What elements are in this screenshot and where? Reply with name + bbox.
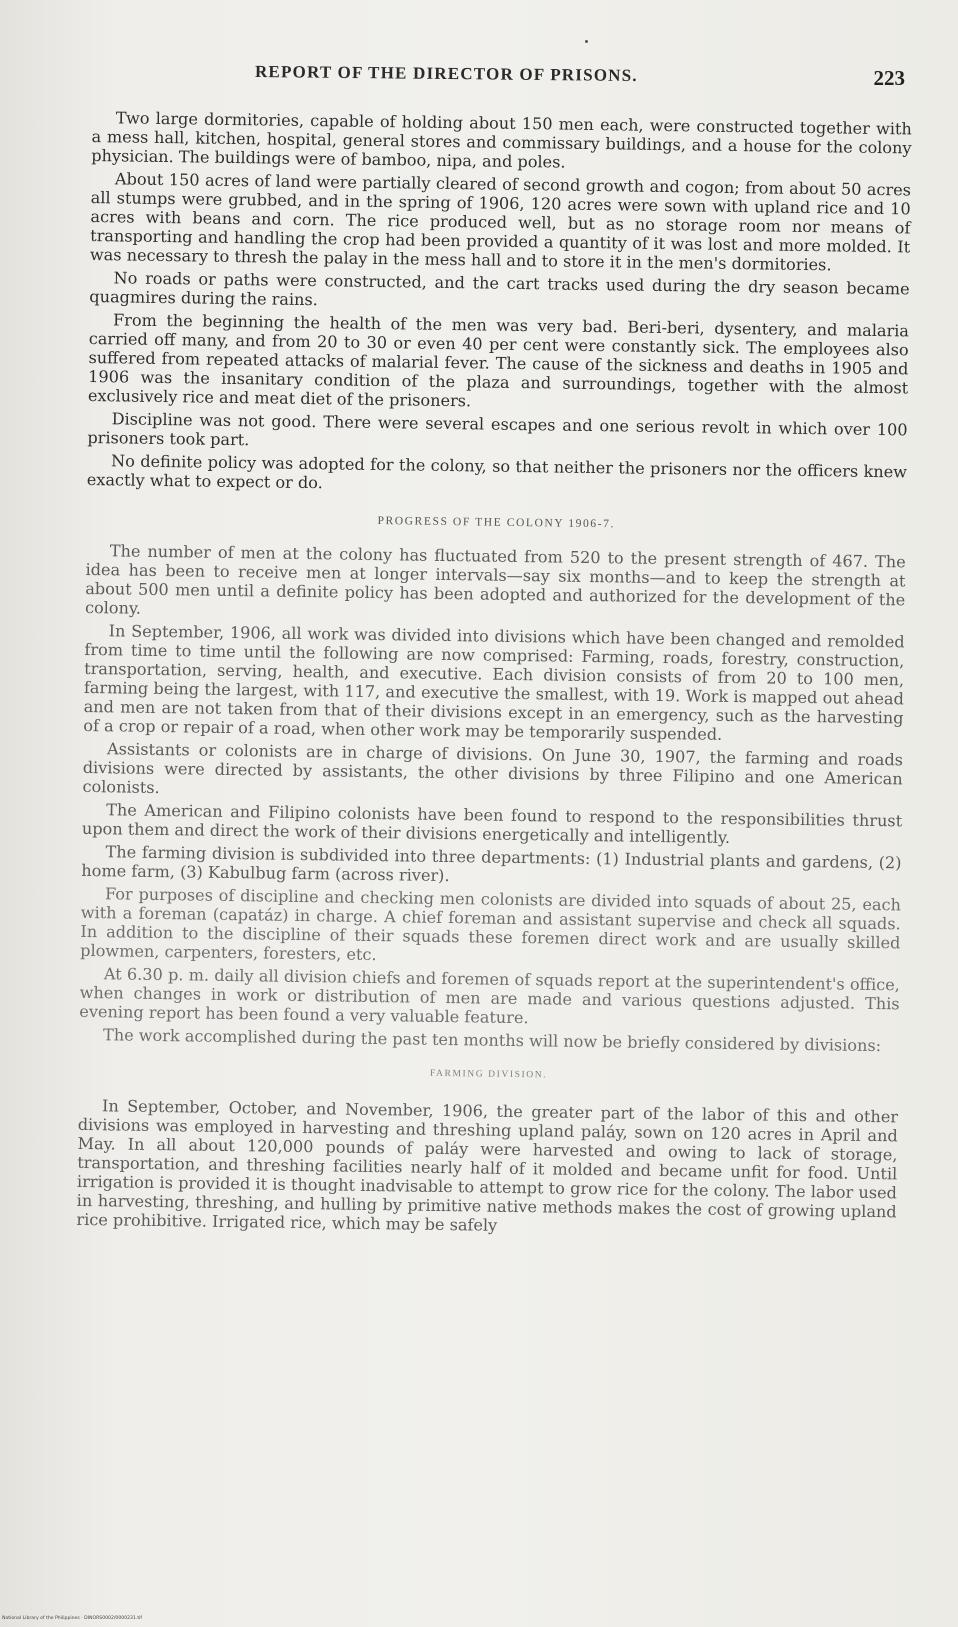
paragraph: The number of men at the colony has fluctuated from 520 to the present strength of 467. The idea has been to receive men at longer intervals—say six months—and to keep the strength at about 500 men until a definite policy has been adopted and authorized for the development of the colony. (84, 541, 906, 618)
paragraph: The farming division is subdivided into three departments: (1) Industrial plants and gardens, (2) home farm, (3) Kabulbug farm (across river). (81, 842, 902, 886)
page-header (254, 61, 905, 94)
section-heading: FARMING DIVISION. (429, 1068, 548, 1081)
paragraph: For purposes of discipline and checking men colonists are divided into squads of about 25, each with a foreman (capatáz) in charge. A chief foreman and assistant supervise and check all squads. In addition to the discipline of their squads these foremen direct work and are usually skilled plowmen, carpenters, foresters, etc. (80, 884, 902, 965)
paragraph: In September, October, and November, 1906, the greater part of the labor of this and other divisions was employed in harvesting and threshing upland paláy, sown on 120 acres in April and May. In all about 120,000 pounds of paláy were harvested and owing to lack of storage, transportation, and threshing facilities nearly half of it molded and became unfit for food. Until irrigation is provided it is thought inadvisable to attempt to grow rice for the colony. The labor used in harvesting, threshing, and hulling by primitive native methods makes the cost of growing upland rice prohibitive. Irrigated rice, which may be safely (76, 1096, 899, 1235)
scan-speck (585, 40, 588, 43)
paragraph: Two large dormitories, capable of holding about 150 men each, were constructed together with a mess hall, kitchen, hospital, general stores and commissary buildings, and a house for the colony physician. The buildings were of bamboo, nipa, and poles. (91, 108, 912, 172)
paragraph: From the beginning the health of the men was very bad. Beri-beri, dysentery, and malaria carried off many, and from 20 to 30 or even 40 per cent were constantly sick. The employees also suffered from repeated attacks of malarial fever. The cause of the sickness and deaths in 1905 and 1906 was the insanitary condition of the plaza and surroundings, together with the almost exclusively rice and meat diet of the prisoners. (87, 310, 910, 411)
section-heading: PROGRESS OF THE COLONY 1906-7. (377, 515, 616, 531)
paragraph: The work accomplished during the past ten months will now be briefly considered by divisions: (102, 1025, 882, 1056)
scan-credit: National Library of the Philippines · DINORS0002/0000231.tif (2, 1616, 143, 1621)
paragraph: In September, 1906, all work was divided into divisions which have been changed and remolded from time to time until the following are now comprised: Farming, roads, forestry, construction, transportation, serving, health, and executive. Each division consists of from 20 to 100 men, farming being the largest, with 117, and executive the smallest, with 19. Work is mapped out ahead and men are not taken from that of their divisions except in an emergency, such as the harvesting of a crop or repair of a road, when other work may be temporarily suspended. (83, 621, 905, 744)
page-number: 223 (873, 66, 905, 90)
body-text (76, 108, 912, 1244)
running-head: REPORT OF THE DIRECTOR OF PRISONS. (254, 61, 638, 86)
paragraph: No roads or paths were constructed, and the cart tracks used during the dry season became quagmires during the rains. (89, 268, 910, 310)
paragraph: No definite policy was adopted for the colony, so that neither the prisoners nor the officers knew exactly what to expect or do. (86, 451, 908, 493)
paragraph: About 150 acres of land were partially cleared of second growth and cogon; from about 50 acres all stumps were grubbed, and in the spring of 1906, 120 acres were sown with upland rice and 10 acres with beans and corn. The rice produced well, but as no storage room nor means of transporting and handling the crop had been provided a quantity of it was lost and more molded. It was necessary to thresh the palay in the mess hall and to store it in the men's dormitories. (89, 169, 912, 275)
paragraph: Discipline was not good. There were several escapes and one serious revolt in which over 100 prisoners took part. (87, 409, 908, 450)
paragraph: At 6.30 p. m. daily all division chiefs and foremen of squads report at the superintendent's office, when changes in work or distribution of men are made and various questions adjusted. This evening report has been found a very valuable feature. (79, 964, 900, 1028)
paragraph: Assistants or colonists are in charge of divisions. On June 30, 1907, the farming and roads divisions were directed by assistants, the other divisions by three Filipino and one American colonists. (82, 739, 904, 798)
paragraph: The American and Filipino colonists have been found to respond to the responsibilities thrust upon them and direct the work of their divisions energetically and intelligently. (81, 800, 903, 847)
